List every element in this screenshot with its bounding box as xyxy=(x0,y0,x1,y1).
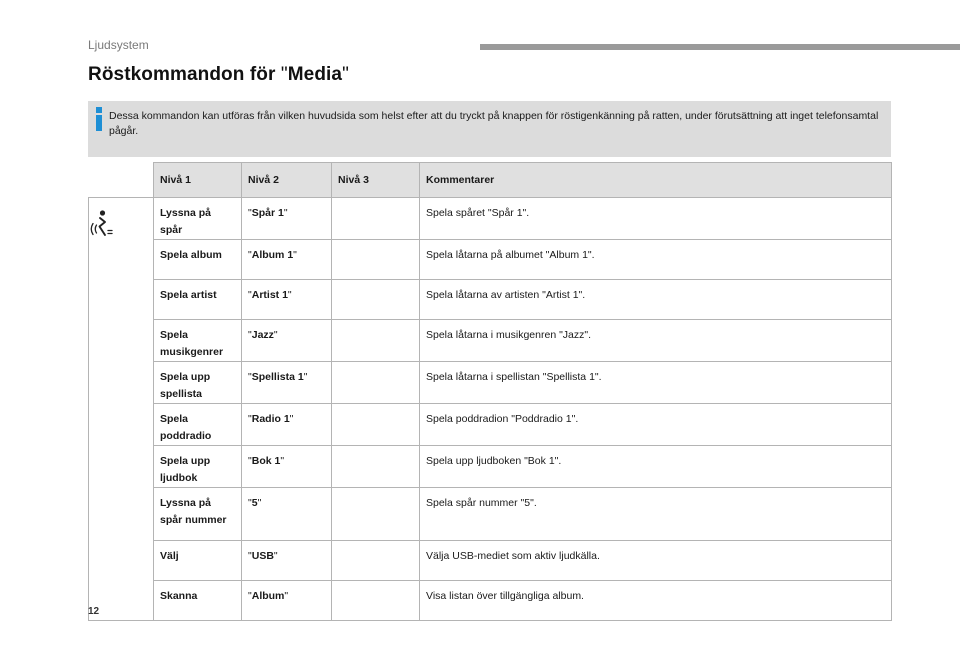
header-level-3: Nivå 3 xyxy=(332,163,420,198)
voice-commands-table xyxy=(88,162,892,621)
row-level-1: Spela album xyxy=(154,240,242,280)
voice-command-icon-cell xyxy=(89,198,154,621)
row-level-2: "Album" xyxy=(242,581,332,621)
row-level-3 xyxy=(332,320,420,362)
table-row xyxy=(89,541,892,581)
table-header-row xyxy=(89,163,892,198)
row-comment: Välja USB-mediet som aktiv ljudkälla. xyxy=(420,541,892,581)
info-box xyxy=(88,101,891,157)
row-level-1: Skanna xyxy=(154,581,242,621)
row-level-2: "Spår 1" xyxy=(242,198,332,240)
row-level-3 xyxy=(332,446,420,488)
row-level-2: "5" xyxy=(242,488,332,541)
row-level-3 xyxy=(332,280,420,320)
row-comment: Spela låtarna i musikgenren "Jazz". xyxy=(420,320,892,362)
header-divider-bar xyxy=(480,44,960,50)
row-level-3 xyxy=(332,362,420,404)
row-level-2: "Spellista 1" xyxy=(242,362,332,404)
header-level-1: Nivå 1 xyxy=(154,163,242,198)
row-comment: Spela poddradion "Poddradio 1". xyxy=(420,404,892,446)
page-title xyxy=(88,64,349,86)
row-level-1: Spela poddradio xyxy=(154,404,242,446)
info-icon xyxy=(93,107,105,131)
row-level-1: Spela artist xyxy=(154,280,242,320)
row-level-1: Lyssna på spår xyxy=(154,198,242,240)
table-row xyxy=(89,362,892,404)
row-comment: Visa listan över tillgängliga album. xyxy=(420,581,892,621)
header-comments: Kommentarer xyxy=(420,163,892,198)
row-level-3 xyxy=(332,488,420,541)
page-title-open-quote: " xyxy=(280,64,288,85)
row-level-3 xyxy=(332,541,420,581)
row-comment: Spela låtarna av artisten "Artist 1". xyxy=(420,280,892,320)
row-level-1: Lyssna på spår nummer xyxy=(154,488,242,541)
table-row xyxy=(89,446,892,488)
table-row xyxy=(89,581,892,621)
section-header: Ljudsystem xyxy=(88,38,149,52)
row-level-1: Spela upp spellista xyxy=(154,362,242,404)
row-level-2: "Album 1" xyxy=(242,240,332,280)
table-row xyxy=(89,198,892,240)
table-row xyxy=(89,404,892,446)
row-level-1: Spela upp ljudbok xyxy=(154,446,242,488)
page-number: 12 xyxy=(88,606,100,617)
row-comment: Spela spår nummer "5". xyxy=(420,488,892,541)
info-text: Dessa kommandon kan utföras från vilken huvudsida som helst efter att du tryckt på knappen för röstigenkänning på ratten, under förutsättning att inget telefonsamtal pågår. xyxy=(109,110,879,137)
page-title-close-quote: " xyxy=(342,64,349,85)
page-title-prefix: Röstkommandon för xyxy=(88,64,281,85)
table-row xyxy=(89,488,892,541)
row-level-1: Spela musikgenrer xyxy=(154,320,242,362)
row-comment: Spela spåret "Spår 1". xyxy=(420,198,892,240)
row-comment: Spela upp ljudboken "Bok 1". xyxy=(420,446,892,488)
row-level-2: "Artist 1" xyxy=(242,280,332,320)
header-blank-cell xyxy=(89,163,154,198)
row-level-2: "Bok 1" xyxy=(242,446,332,488)
header-level-2: Nivå 2 xyxy=(242,163,332,198)
row-level-1: Välj xyxy=(154,541,242,581)
table-row xyxy=(89,320,892,362)
row-level-3 xyxy=(332,198,420,240)
row-level-2: "USB" xyxy=(242,541,332,581)
row-level-3 xyxy=(332,581,420,621)
table-row xyxy=(89,240,892,280)
row-level-3 xyxy=(332,404,420,446)
voice-command-icon xyxy=(89,208,115,238)
row-level-3 xyxy=(332,240,420,280)
row-level-2: "Jazz" xyxy=(242,320,332,362)
row-comment: Spela låtarna i spellistan "Spellista 1". xyxy=(420,362,892,404)
row-comment: Spela låtarna på albumet "Album 1". xyxy=(420,240,892,280)
row-level-2: "Radio 1" xyxy=(242,404,332,446)
table-row xyxy=(89,280,892,320)
page-title-media: Media xyxy=(287,64,343,85)
